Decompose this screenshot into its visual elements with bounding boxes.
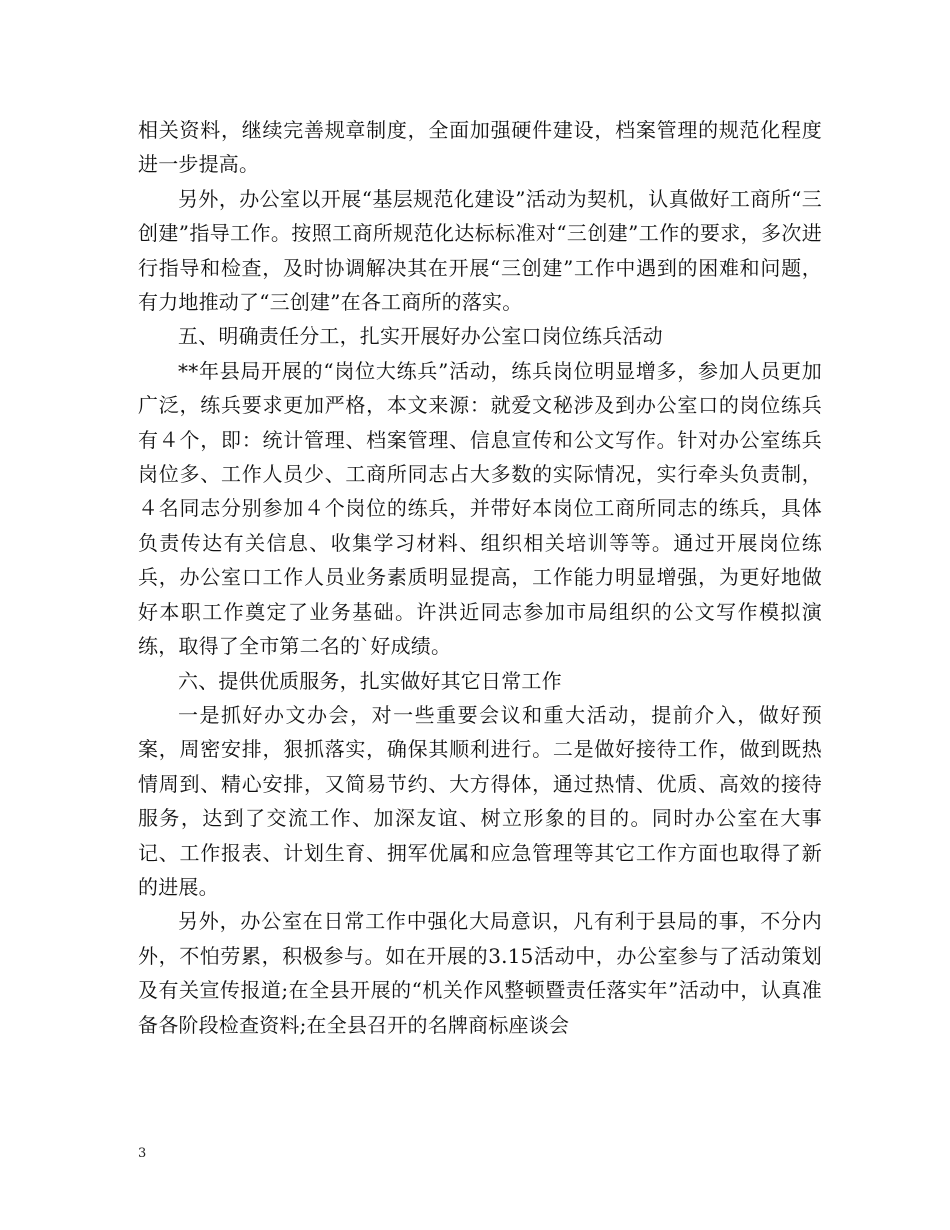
paragraph-three-creation-guidance: 另外，办公室以开展“基层规范化建设”活动为契机，认真做好工商所“三创建”指导工作。按照工商所规范化达标标准对“三创建”工作的要求，多次进行指导和检查，及时协调解决其在开展“三创建”工作中遇到的困难和问题，有力地推动了“三创建”在各工商所的落实。: [138, 186, 822, 315]
section-heading-five: 五、明确责任分工，扎实开展好办公室口岗位练兵活动: [178, 324, 663, 349]
paragraph-post-training: **年县局开展的“岗位大练兵”活动，练兵岗位明显增多，参加人员更加广泛，练兵要求更加严格，本文来源：就爱文秘涉及到办公室口的岗位练兵有４个，即：统计管理、档案管理、信息宣传和公文写作。针对办公室练兵岗位多、工作人员少、工商所同志占大多数的实际情况，实行牵头负责制，４名同志分别参加４个岗位的练兵，并带好本岗位工商所同志的练兵，具体负责传达有关信息、收集学习材料、组织相关培训等等。通过开展岗位练兵，办公室口工作人员业务素质明显提高，工作能力明显增强，为更好地做好本职工作奠定了业务基础。许洪近同志参加市局组织的公文写作模拟演练，取得了全市第二名的`好成绩。: [138, 358, 822, 659]
section-heading-six: 六、提供优质服务，扎实做好其它日常工作: [178, 668, 562, 693]
page-number: 3: [138, 1146, 147, 1161]
document-body: [138, 113, 822, 1042]
paragraph-overall-awareness: 另外，办公室在日常工作中强化大局意识，凡有利于县局的事，不分内外，不怕劳累，积极参与。如在开展的3.15活动中，办公室参与了活动策划及有关宣传报道;在全县开展的“机关作风整顿暨责任落实年”活动中，认真准备各阶段检查资料;在全县召开的名牌商标座谈会: [138, 909, 822, 1037]
paragraph-continuation: 相关资料，继续完善规章制度，全面加强硬件建设，档案管理的规范化程度进一步提高。: [138, 118, 822, 177]
paragraph-daily-work: 一是抓好办文办会，对一些重要会议和重大活动，提前介入，做好预案，周密安排，狠抓落实，确保其顺利进行。二是做好接待工作，做到既热情周到、精心安排，又简易节约、大方得体，通过热情、优质、高效的接待服务，达到了交流工作、加深友谊、树立形象的目的。同时办公室在大事记、工作报表、计划生育、拥军优属和应急管理等其它工作方面也取得了新的进展。: [138, 702, 822, 899]
